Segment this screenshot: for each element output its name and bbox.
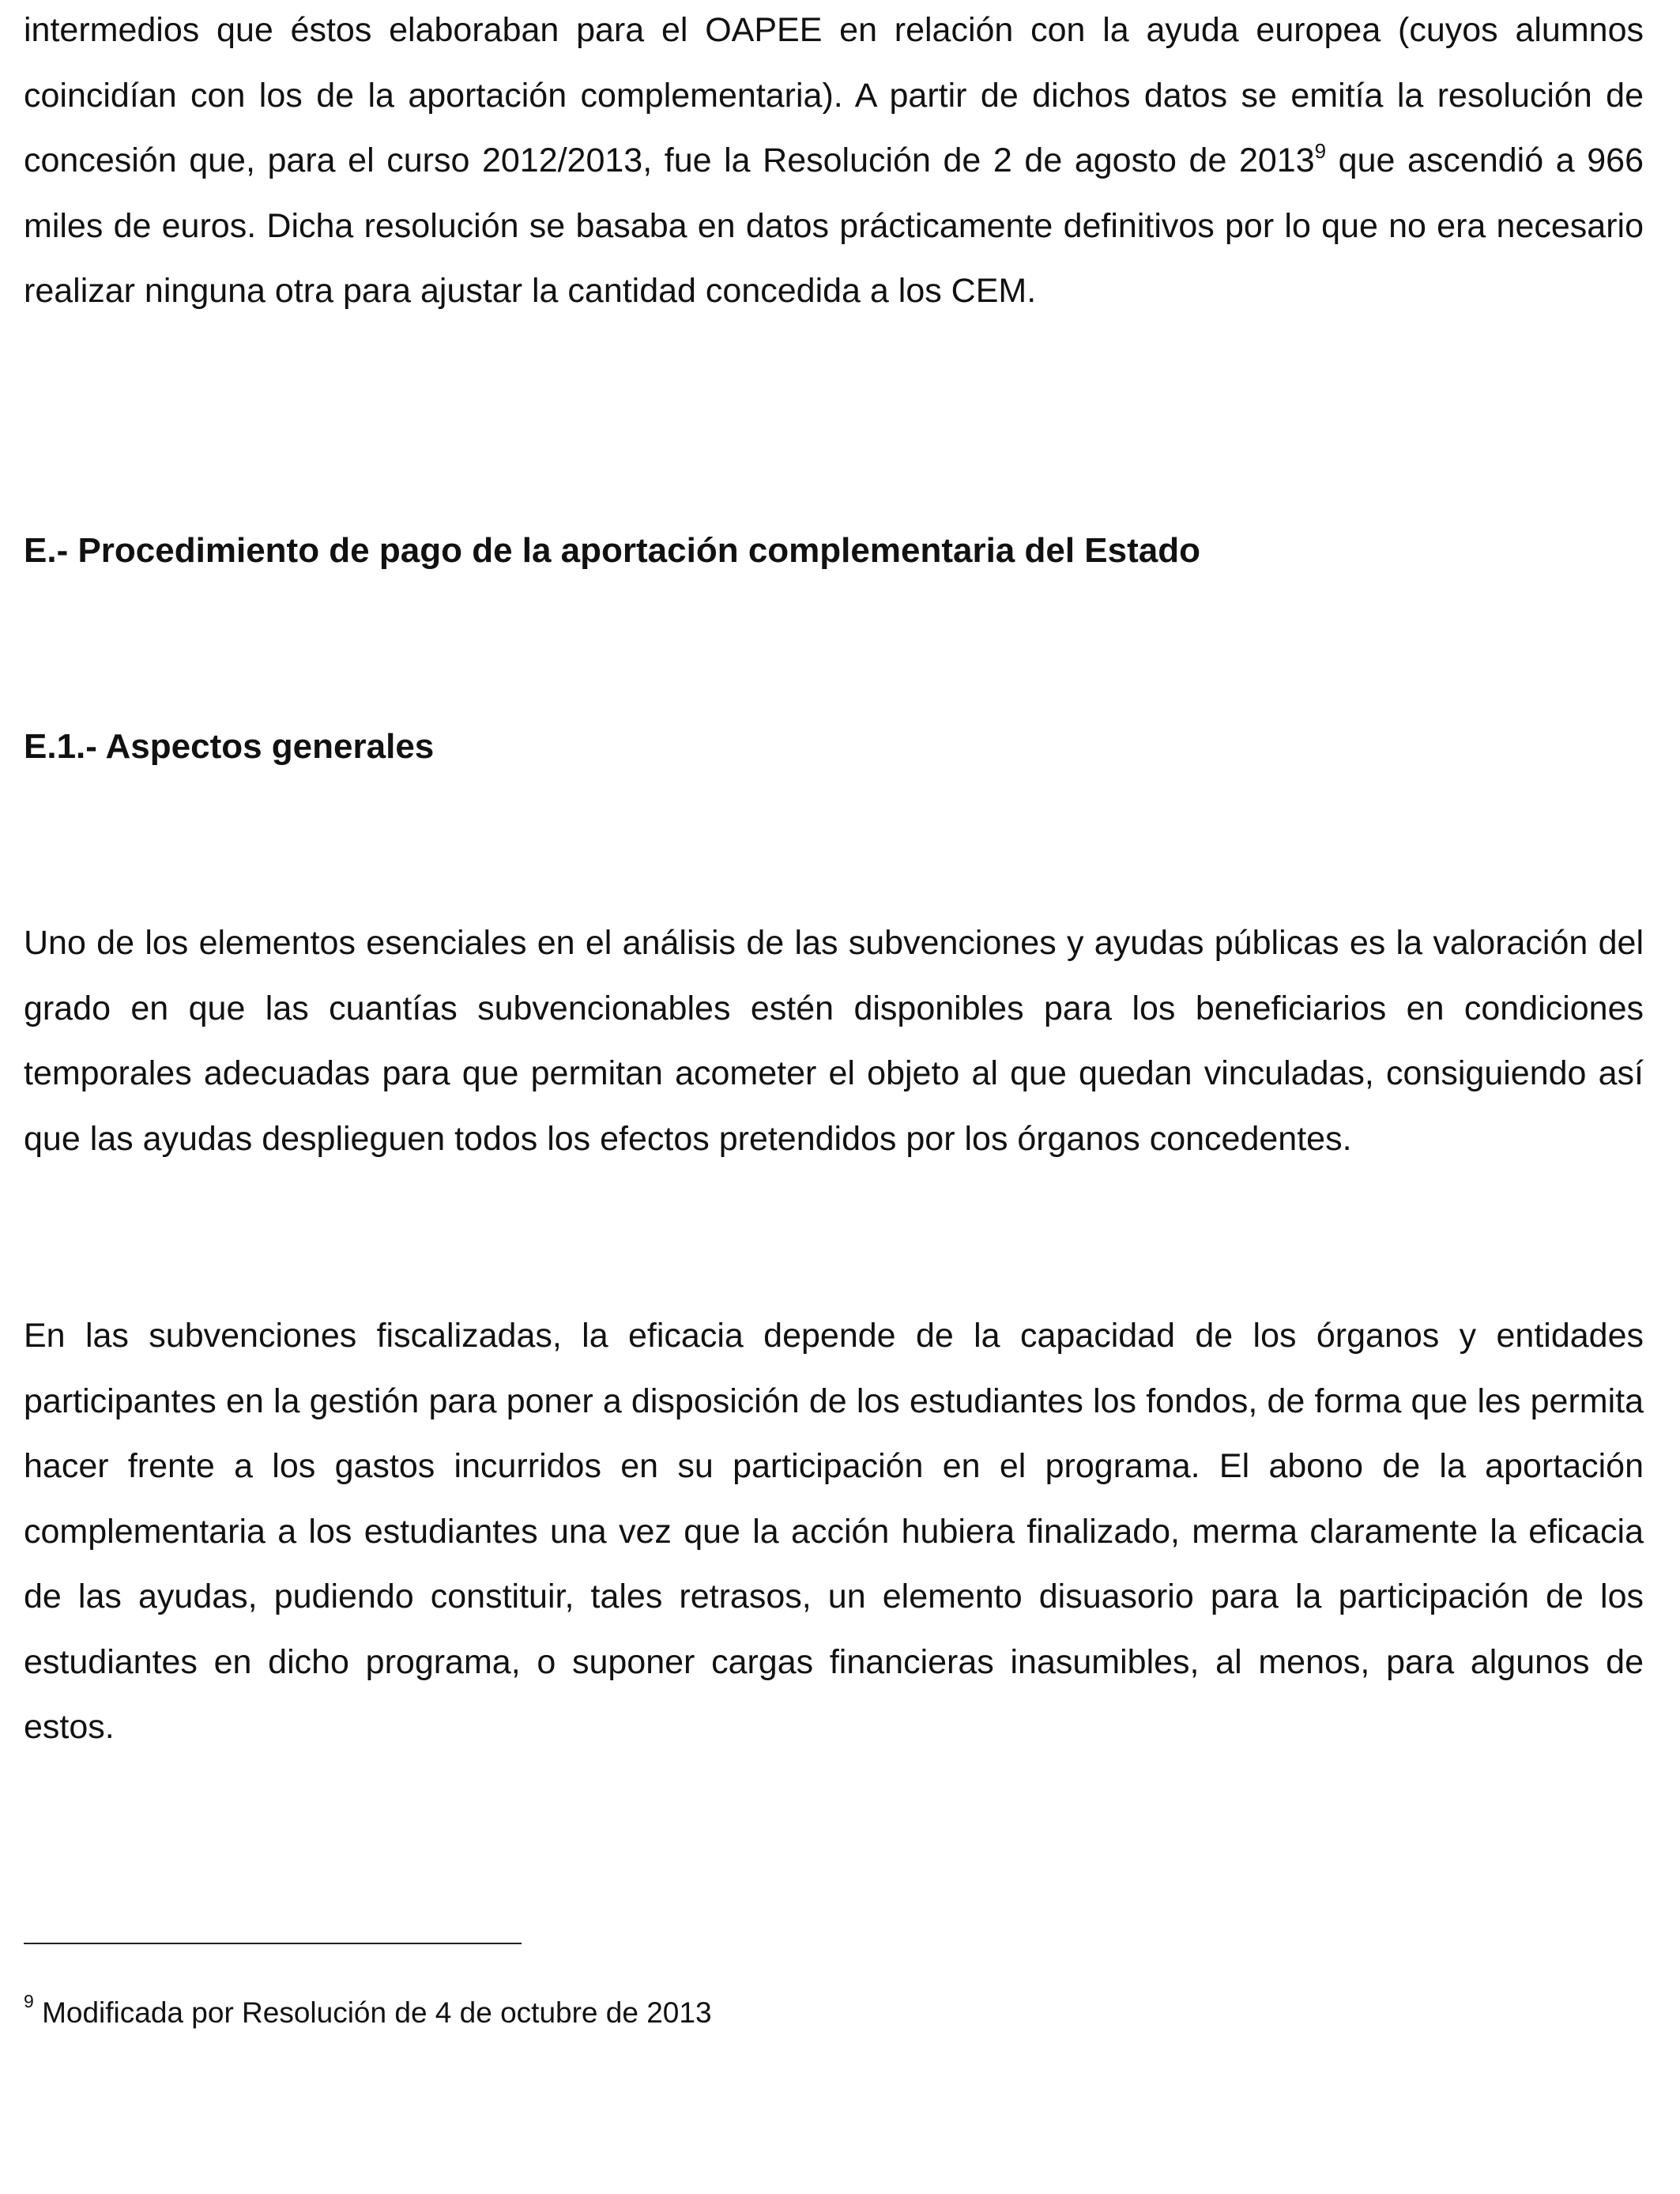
subsection-heading: E.1.- Aspectos generales bbox=[24, 727, 435, 766]
section-heading: E.- Procedimiento de pago de la aportación complementaria del Estado bbox=[24, 531, 1200, 570]
footnote-separator bbox=[24, 1943, 522, 1944]
paragraph-intro bbox=[24, 0, 1644, 324]
paragraph-intro-tail: que ascendió a 966 miles de euros. Dicha resolución se basaba en datos prácticamente definitivos por lo que no era necesario realizar ninguna otra para ajustar la cantidad concedida a los CEM. bbox=[24, 141, 1644, 310]
paragraph-eficacia-intro: Uno de los elementos esenciales en el análisis de las subvenciones y ayudas públicas es la valoración del grado en que las cuantías subvencionables estén disponibles para los beneficiarios en condiciones temporales adecuadas para que permitan acometer el objeto al que quedan vinculadas, consiguiendo así que las ayudas desplieguen todos los efectos pretendidos por los órganos concedentes. bbox=[24, 924, 1644, 1158]
footnote-reference[interactable]: 9 bbox=[1314, 138, 1327, 163]
footnote bbox=[24, 1990, 712, 2033]
paragraph-eficacia-detalle: En las subvenciones fiscalizadas, la eficacia depende de la capacidad de los órganos y entidades participantes en la gestión para poner a disposición de los estudiantes los fondos, de forma que les permita hacer frente a los gastos incurridos en su participación en el programa. El abono de la aportación complementaria a los estudiantes una vez que la acción hubiera finalizado, merma claramente la eficacia de las ayudas, pudiendo constituir, tales retrasos, un elemento disuasorio para la participación de los estudiantes en dicho programa, o suponer cargas financieras inasumibles, al menos, para algunos de estos. bbox=[24, 1317, 1644, 1746]
footnote-text: Modificada por Resolución de 4 de octubre de 2013 bbox=[33, 1996, 712, 2029]
footnote-number: 9 bbox=[24, 1990, 34, 2011]
paragraph-intro-text: intermedios que éstos elaboraban para el OAPEE en relación con la ayuda europea (cuyos alumnos coincidían con los de la aportación complementaria). A partir de dichos datos se emitía la resolución de concesión que, para el curso 2012/2013, fue la Resolución de 2 de agosto de 2013 bbox=[24, 11, 1644, 179]
